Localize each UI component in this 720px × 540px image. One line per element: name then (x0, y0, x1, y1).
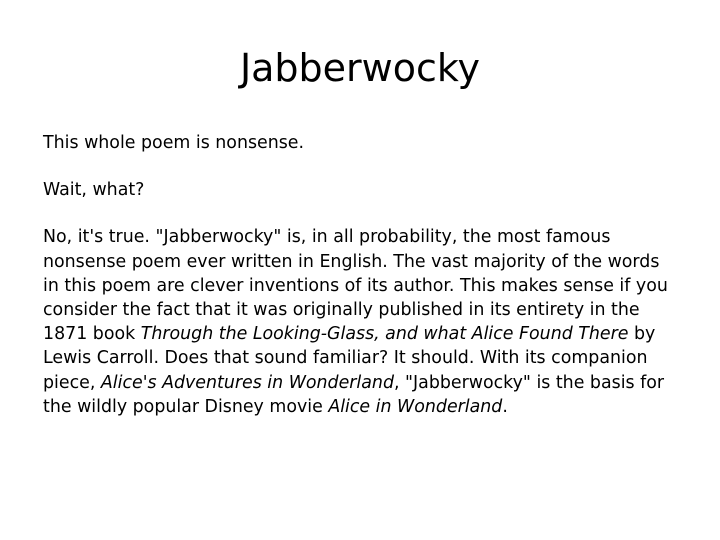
book-title-wonderland: Alice's Adventures in Wonderland (100, 372, 394, 393)
movie-title: Alice in Wonderland (328, 396, 503, 417)
paragraph-3 (43, 225, 679, 419)
paragraph-3-text-3: , "Jabberwocky" is the basis for the wildly popular Disney movie (43, 372, 665, 417)
paragraph-3-text-4: . (502, 396, 508, 417)
book-title-looking-glass: Through the Looking-Glass, and what Alice Found There (140, 324, 629, 345)
slide-title: Jabberwocky (239, 46, 481, 90)
paragraph-2: Wait, what? (43, 180, 145, 201)
paragraph-3-text-1: No, it's true. "Jabberwocky" is, in all probability, the most famous nonsense poem ever written in English. The vast majority of the words in this poem are clever inventions of its author. This makes sense if you consider the fact that it was originally published in its entirety in the 1871 book (43, 227, 668, 345)
slide-body (43, 131, 679, 419)
paragraph-3-text-2: by Lewis Carroll. Does that sound familiar? It should. With its companion piece, (43, 324, 656, 393)
paragraph-1: This whole poem is nonsense. (43, 133, 305, 153)
